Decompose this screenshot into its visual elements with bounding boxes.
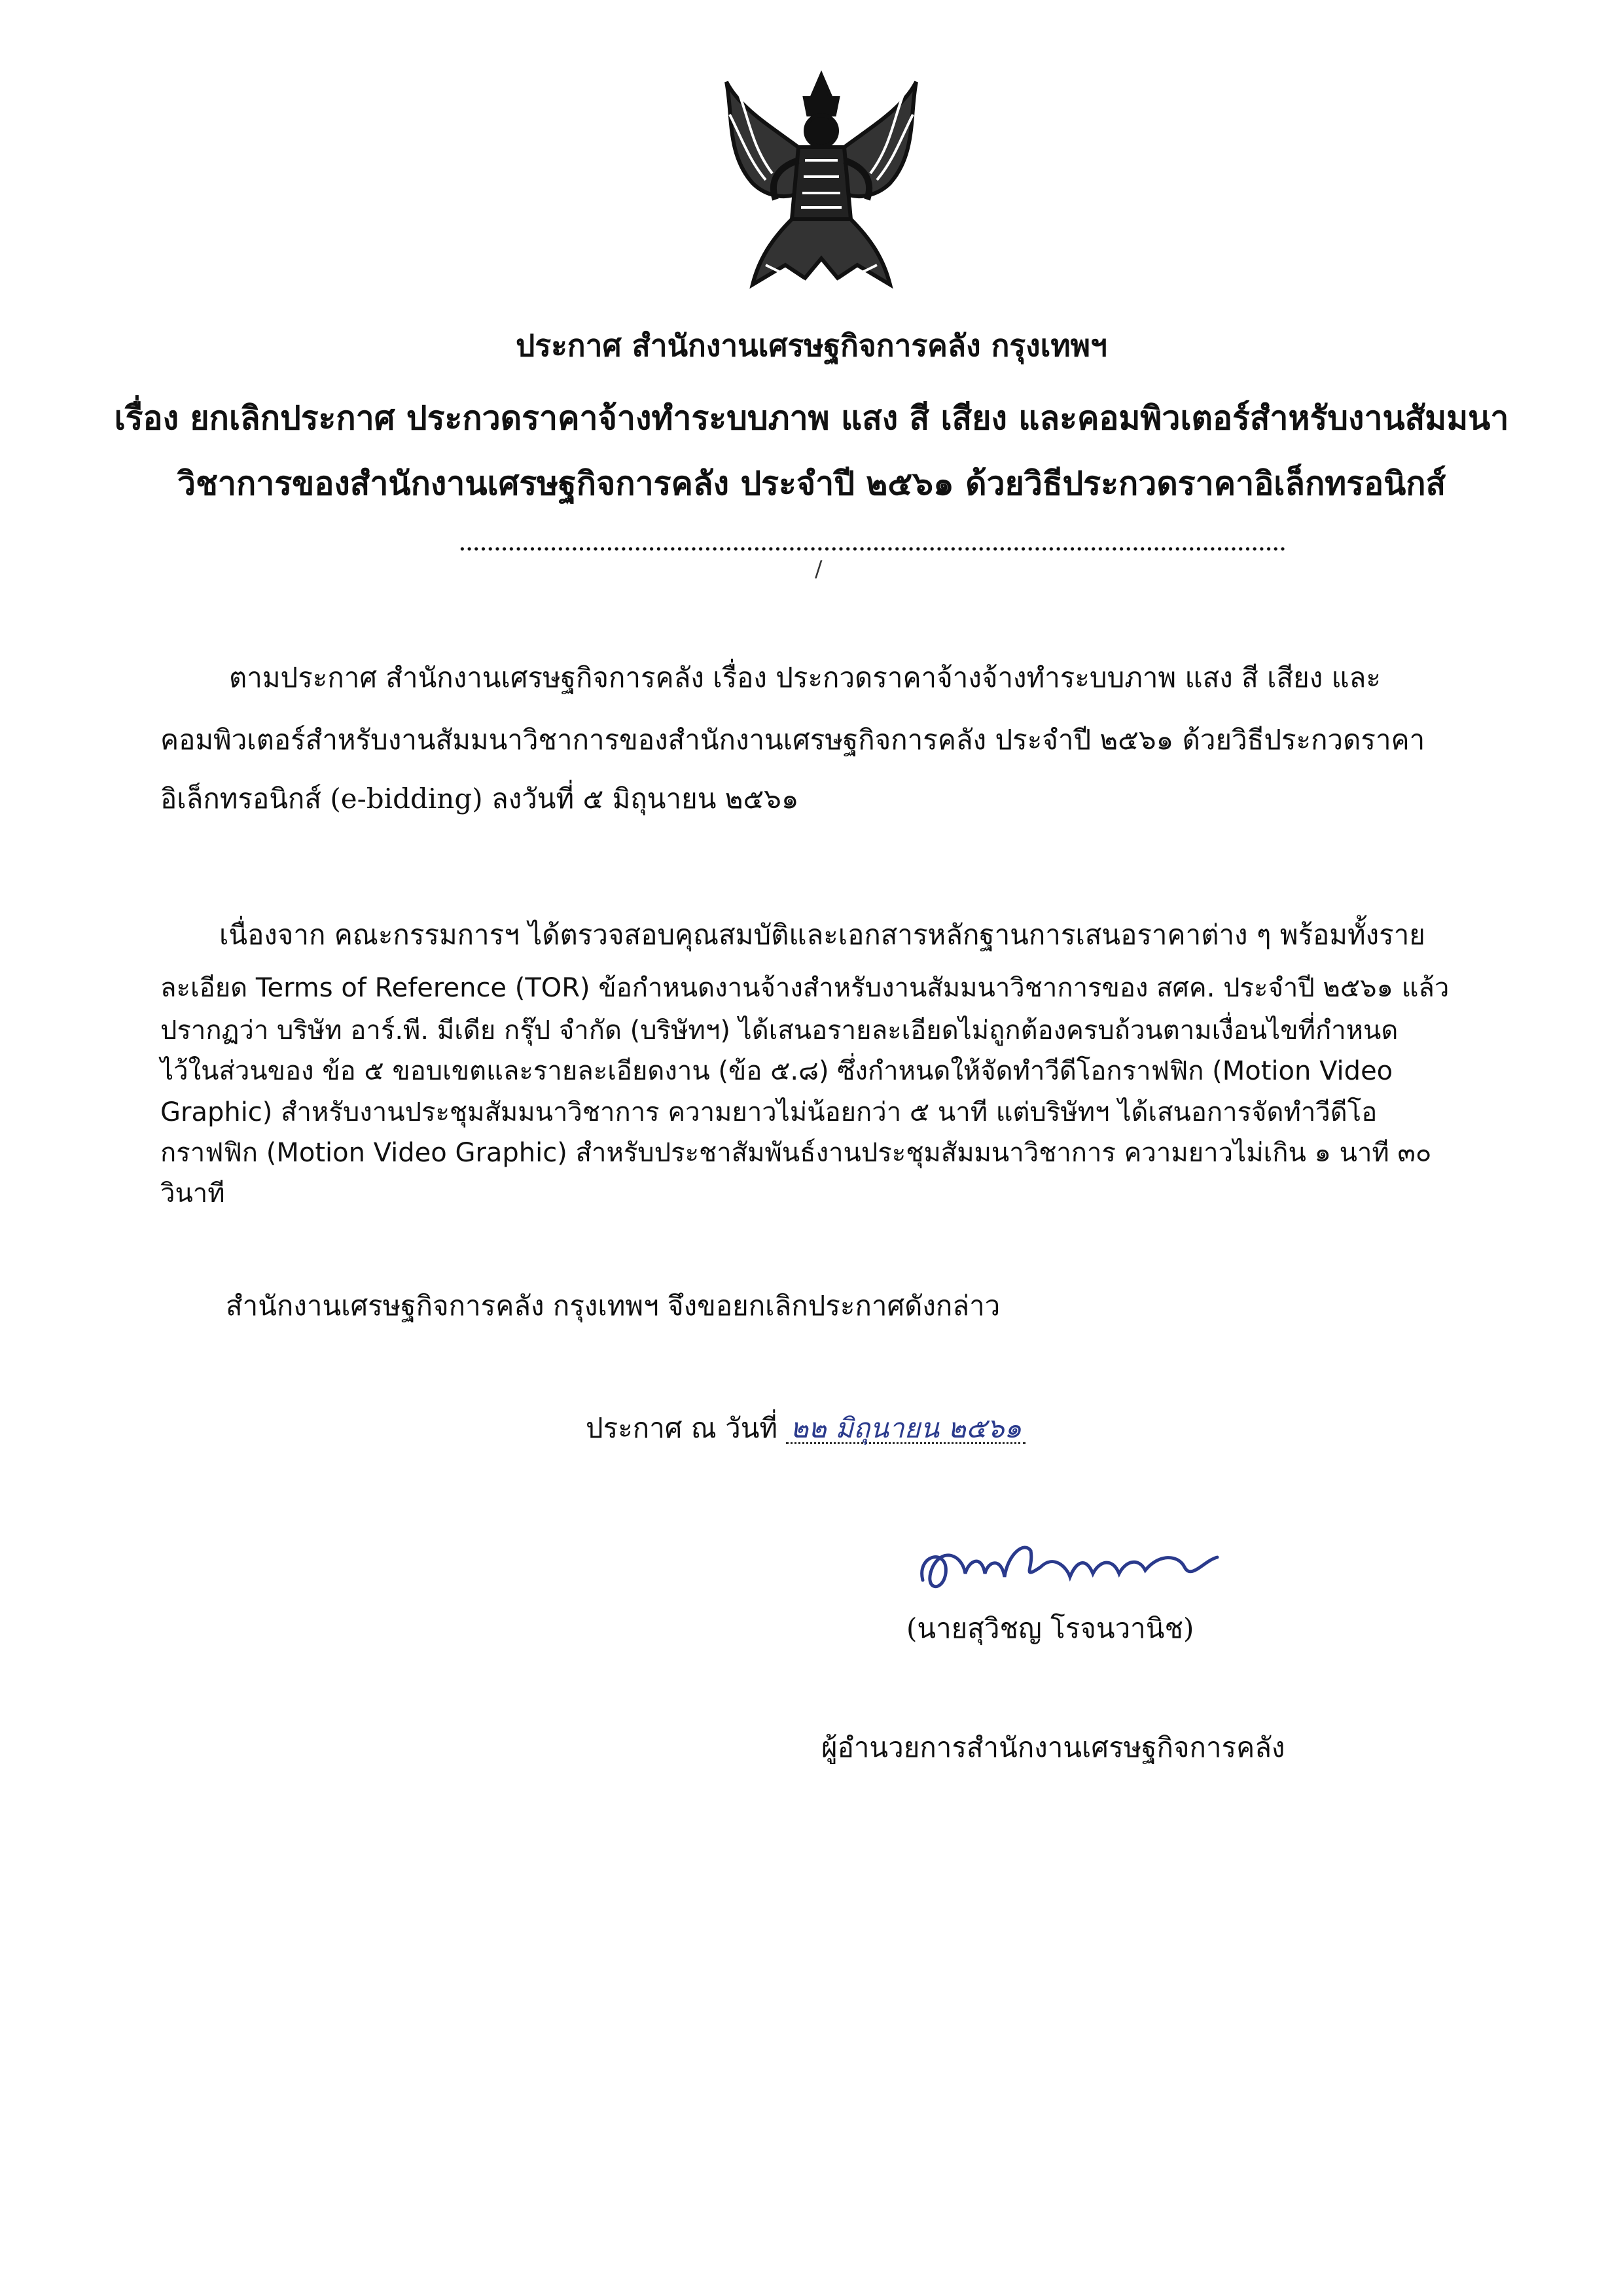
paragraph-3-line-1: สำนักงานเศรษฐกิจการคลัง กรุงเทพฯ จึงขอยกเลิกประกาศดังกล่าว — [226, 1290, 1001, 1322]
garuda-emblem-icon — [713, 69, 929, 294]
date-label: ประกาศ ณ วันที่ — [586, 1412, 778, 1444]
announcement-title: ประกาศ สำนักงานเศรษฐกิจการคลัง กรุงเทพฯ — [516, 328, 1107, 363]
signature-mark — [910, 1528, 1237, 1606]
paragraph-2-line-1: เนื่องจาก คณะกรรมการฯ ได้ตรวจสอบคุณสมบัติและเอกสารหลักฐานการเสนอราคาต่าง ๆ พร้อมทั้งราย — [219, 919, 1425, 951]
paragraph-2-line-3: ปรากฏว่า บริษัท อาร์.พี. มีเดีย กรุ๊ป จำกัด (บริษัทฯ) ได้เสนอรายละเอียดไม่ถูกต้องครบถ้วนตามเงื่อนไขที่กำหนด — [160, 1016, 1399, 1046]
paragraph-2-line-5: Graphic) สำหรับงานประชุมสัมมนาวิชาการ ความยาวไม่น้อยกว่า ๕ นาที แต่บริษัทฯ ได้เสนอการจัดทำวีดีโอ — [160, 1097, 1378, 1127]
paragraph-2-line-4: ไว้ในส่วนของ ข้อ ๕ ขอบเขตและรายละเอียดงาน (ข้อ ๕.๘) ซึ่งกำหนดให้จัดทำวีดีโอกราฟฟิก (Motion Video — [160, 1056, 1393, 1086]
subject-line-2: วิชาการของสำนักงานเศรษฐกิจการคลัง ประจำปี ๒๕๖๑ ด้วยวิธีประกวดราคาอิเล็กทรอนิกส์ — [177, 464, 1446, 503]
handwritten-date: ๒๒ มิถุนายน ๒๕๖๑ — [786, 1415, 1026, 1444]
signatory-name: (นายสุวิชญ โรจนวานิช) — [906, 1612, 1194, 1644]
separator-line: ...................................................................................................................... — [458, 527, 1286, 557]
paragraph-2-line-7: วินาที — [160, 1178, 225, 1209]
paragraph-2-line-6: กราฟฟิก (Motion Video Graphic) สำหรับประชาสัมพันธ์งานประชุมสัมมนาวิชาการ ความยาวไม่เกิน ๑ นาที ๓๐ — [160, 1138, 1432, 1168]
paragraph-1-line-3: อิเล็กทรอนิกส์ (e-bidding) ลงวันที่ ๕ มิถุนายน ๒๕๖๑ — [160, 783, 799, 815]
subject-line-1: เรื่อง ยกเลิกประกาศ ประกวดราคาจ้างทำระบบภาพ แสง สี เสียง และคอมพิวเตอร์สำหรับงานสัมมนา — [114, 398, 1509, 437]
signatory-position: ผู้อำนวยการสำนักงานเศรษฐกิจการคลัง — [821, 1731, 1285, 1763]
paragraph-1-line-2: คอมพิวเตอร์สำหรับงานสัมมนาวิชาการของสำนักงานเศรษฐกิจการคลัง ประจำปี ๒๕๖๑ ด้วยวิธีประกวดราคา — [160, 724, 1425, 756]
separator-mark: / — [815, 556, 823, 582]
date-line — [586, 1412, 1026, 1444]
paragraph-2-line-2: ละเอียด Terms of Reference (TOR) ข้อกำหนดงานจ้างสำหรับงานสัมมนาวิชาการของ สศค. ประจำปี ๒๕๖๑ แล้ว — [160, 973, 1450, 1003]
paragraph-1-line-1: ตามประกาศ สำนักงานเศรษฐกิจการคลัง เรื่อง ประกวดราคาจ้างจ้างทำระบบภาพ แสง สี เสียง และ — [229, 662, 1381, 694]
